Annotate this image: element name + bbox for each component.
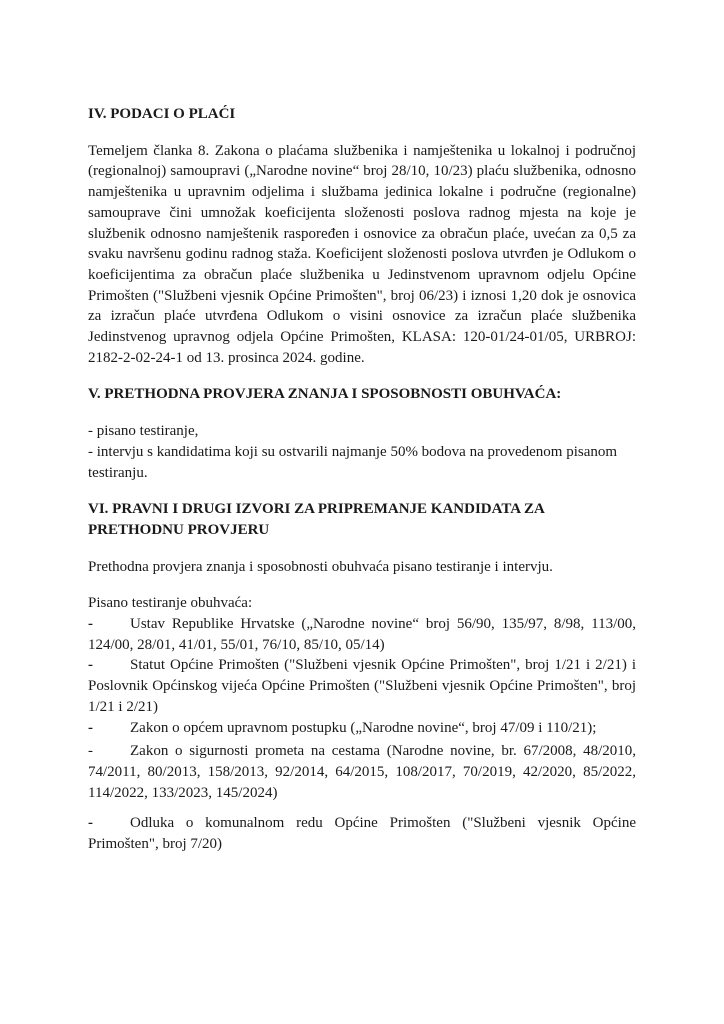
list-dash: - [88, 815, 93, 832]
list-dash: - [88, 657, 93, 674]
legal-sources-list [88, 593, 636, 854]
section-v-list-item: - pisano testiranje, [88, 423, 199, 440]
legal-source-item [88, 655, 636, 717]
list-dash: - [88, 616, 93, 633]
section-v-list-item: - intervju s kandidatima koji su ostvarili najmanje 50% bodova na provedenom pisanom testiranju. [88, 443, 618, 481]
section-v-heading: V. PRETHODNA PROVJERA ZNANJA I SPOSOBNOSTI OBUHVAĆA: [88, 386, 562, 403]
section-iv-paragraph: Temeljem članka 8. Zakona o plaćama službenika i namještenika u lokalnoj i područnoj (regionalnoj) samoupravi („Narodne novine“ broj 28/10, 10/23) plaću službenika, odnosno namještenika u upravnim odjelima i službama jedinica lokalne i područne (regionalne) samouprave čini umnožak koeficijenta složenosti poslova radnog mjesta na koje je službenik odnosno namještenik raspoređen i osnovice za obračun plaće, uvećan za 0,5 za svaku navršenu godinu radnog staža. Koeficijent složenosti poslova utvrđen je Odlukom o koeficijentima za obračun plaće službenika u Jedinstvenom upravnom odjelu Općine Primošten ("Službeni vjesnik Općine Primošten", broj 06/23) i iznosi 1,20 dok je osnovica za izračun plaće utvrđena Odlukom o visini osnovice za izračun plaće službenika Jedinstvenog upravnog odjela Općine Primošten, KLASA: 120-01/24-01/05, URBROJ: 2182-2-02-24-1 od 13. prosinca 2024. godine. [88, 142, 636, 366]
section-vi-intro: Prethodna provjera znanja i sposobnosti obuhvaća pisano testiranje i intervju. [88, 558, 553, 575]
legal-source-item [88, 813, 636, 854]
section-iv-heading: IV. PODACI O PLAĆI [88, 106, 236, 122]
written-test-title: Pisano testiranje obuhvaća: [88, 595, 253, 612]
section-v-list [88, 421, 636, 483]
legal-source-text: Ustav Republike Hrvatske („Narodne novine“ broj 56/90, 135/97, 8/98, 113/00, 124/00, 28/01, 41/01, 55/01, 76/10, 85/10, 05/14) [88, 616, 636, 653]
legal-source-text: Odluka o komunalnom redu Općine Primošten ("Službeni vjesnik Općine Primošten", broj 7/20) [88, 815, 636, 853]
legal-source-item [88, 718, 636, 739]
list-dash: - [88, 719, 93, 736]
legal-source-item [88, 741, 636, 803]
list-dash: - [88, 743, 93, 760]
legal-source-text: Zakon o sigurnosti prometa na cestama (Narodne novine, br. 67/2008, 48/2010, 74/2011, 80/2013, 158/2013, 92/2014, 64/2015, 108/2017, 70/2019, 42/2020, 85/2022, 114/2022, 133/2023, 145/2024) [88, 743, 636, 801]
legal-source-text: Statut Općine Primošten ("Službeni vjesnik Općine Primošten", broj 1/21 i 2/21) i Poslovnik Općinskog vijeća Općine Primošten ("Službeni vjesnik Općine Primošten", broj 1/21 i 2/21) [88, 657, 636, 715]
legal-source-item [88, 614, 636, 655]
legal-source-text: Zakon o općem upravnom postupku („Narodne novine“, broj 47/09 i 110/21); [130, 719, 597, 736]
section-vi-heading: VI. PRAVNI I DRUGI IZVORI ZA PRIPREMANJE KANDIDATA ZA PRETHODNU PROVJERU [88, 501, 544, 538]
